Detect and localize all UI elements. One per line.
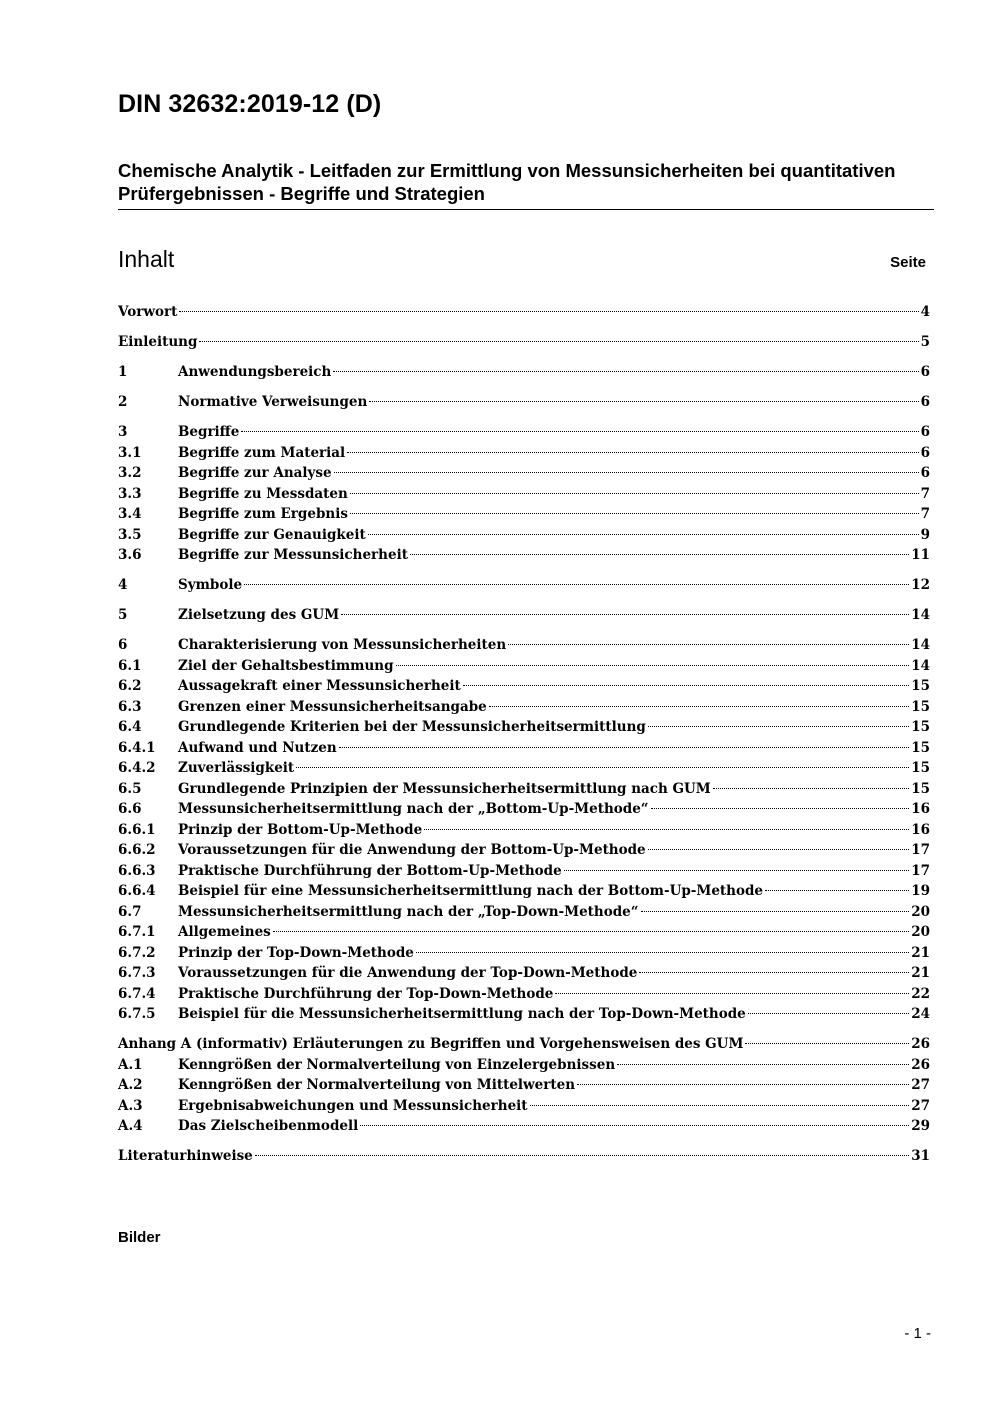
toc-dot-leader	[424, 829, 909, 830]
toc-entry[interactable]	[118, 738, 930, 759]
toc-entry[interactable]	[118, 943, 930, 964]
toc-entry-number: 6.4	[118, 719, 142, 735]
toc-entry-label: Praktische Durchführung der Top-Down-Methode	[178, 985, 554, 1002]
toc-dot-leader	[530, 1105, 910, 1106]
toc-entry[interactable]	[118, 676, 930, 697]
toc-entry-label: Voraussetzungen für die Anwendung der Top-Down-Methode	[178, 965, 638, 981]
toc-entry[interactable]	[118, 1146, 930, 1167]
toc-entry-number: 3	[118, 424, 128, 440]
document-subtitle: Chemische Analytik - Leitfaden zur Ermittlung von Messunsicherheiten bei quantitativen Prüfergebnissen - Begriffe und Strategien	[118, 159, 934, 210]
toc-entry-label: Anwendungsbereich	[178, 364, 332, 380]
toc-entry-page: 6	[920, 465, 930, 481]
toc-dot-leader	[241, 431, 918, 432]
toc-entry-page: 15	[911, 780, 930, 797]
toc-dot-leader	[748, 1013, 909, 1014]
toc-entry[interactable]	[118, 463, 930, 484]
toc-entry-page: 15	[911, 760, 930, 776]
toc-entry[interactable]	[118, 963, 930, 984]
toc-dot-leader	[651, 808, 910, 809]
toc-entry-label: Praktische Durchführung der Bottom-Up-Methode	[178, 862, 562, 879]
toc-entry[interactable]	[118, 820, 930, 841]
toc-dot-leader	[396, 665, 910, 666]
toc-dot-leader	[334, 472, 919, 473]
toc-dot-leader	[639, 972, 909, 973]
toc-entry-page: 14	[911, 607, 930, 623]
toc-entry[interactable]	[118, 1004, 930, 1025]
toc-entry-page: 22	[911, 985, 930, 1002]
toc-entry-page: 21	[911, 944, 930, 961]
toc-dot-leader	[350, 513, 919, 514]
toc-entry-number: 3.6	[118, 547, 142, 563]
toc-page-column-label: Seite	[890, 254, 926, 271]
toc-entry-page: 15	[911, 739, 930, 756]
toc-entry[interactable]	[118, 656, 930, 677]
document-title: DIN 32632:2019-12 (D)	[118, 90, 382, 118]
toc-entry[interactable]	[118, 1096, 930, 1117]
toc-entry-number: 1	[118, 364, 128, 380]
toc-dot-leader	[296, 767, 909, 768]
toc-entry-label: Begriffe zum Ergebnis	[178, 506, 348, 522]
toc-entry-page: 27	[911, 1097, 930, 1114]
toc-dot-leader	[713, 788, 909, 789]
toc-entry-number: 6	[118, 637, 128, 653]
toc-dot-leader	[255, 1155, 909, 1156]
toc-dot-leader	[577, 1084, 909, 1085]
toc-dot-leader	[333, 371, 918, 372]
toc-entry[interactable]	[118, 1055, 930, 1076]
toc-entry-label: Zuverlässigkeit	[178, 760, 295, 776]
toc-entry-page: 12	[911, 577, 930, 593]
toc-dot-leader	[347, 452, 918, 453]
toc-entry[interactable]	[118, 525, 930, 546]
toc-entry-label: Vorwort	[118, 304, 178, 320]
toc-entry-number: A.2	[118, 1077, 143, 1093]
toc-entry-number: 6.6	[118, 801, 142, 817]
toc-entry[interactable]	[118, 984, 930, 1005]
toc-entry[interactable]	[118, 443, 930, 464]
toc-entry-label: Beispiel für eine Messunsicherheitsermittlung nach der Bottom-Up-Methode	[178, 883, 764, 899]
toc-entry-page: 31	[911, 1148, 930, 1164]
toc-entry-page: 6	[920, 424, 930, 440]
toc-entry-page: 14	[911, 657, 930, 674]
toc-entry-label: Kenngrößen der Normalverteilung von Einzelergebnissen	[178, 1056, 616, 1073]
toc-entry-page: 6	[920, 444, 930, 461]
toc-entry-page: 15	[911, 698, 930, 715]
page-number: - 1 -	[904, 1325, 931, 1342]
toc-entry-label: Charakterisierung von Messunsicherheiten	[178, 637, 507, 653]
toc-dot-leader	[416, 952, 909, 953]
toc-entry-number: 3.4	[118, 506, 142, 522]
toc-entry-page: 17	[911, 842, 930, 858]
toc-entry[interactable]	[118, 635, 930, 656]
toc-entry-label: Begriffe zu Messdaten	[178, 485, 348, 502]
toc-entry-page: 14	[911, 637, 930, 653]
toc-entry-label: Begriffe zur Genauigkeit	[178, 526, 366, 543]
toc-dot-leader	[648, 849, 910, 850]
toc-entry-page: 19	[911, 883, 930, 899]
toc-dot-leader	[179, 311, 918, 312]
toc-entry-number: 3.1	[118, 444, 142, 461]
toc-entry-page: 5	[920, 334, 930, 350]
toc-entry-number: 6.7	[118, 903, 142, 920]
toc-entry-page: 15	[911, 719, 930, 735]
toc-entry-label: Aufwand und Nutzen	[178, 739, 337, 756]
toc-dot-leader	[648, 726, 909, 727]
toc-entry-number: 6.7.5	[118, 1006, 156, 1022]
toc-entry-number: 4	[118, 577, 128, 593]
toc-entry-number: 6.4.1	[118, 739, 156, 756]
toc-entry-label: Ergebnisabweichungen und Messunsicherheit	[178, 1097, 528, 1114]
toc-dot-leader	[463, 685, 909, 686]
toc-entry[interactable]	[118, 779, 930, 800]
toc-entry-number: 3.2	[118, 465, 142, 481]
toc-entry-number: 6.5	[118, 780, 142, 797]
toc-entry-number: 3.3	[118, 485, 142, 502]
toc-dot-leader	[369, 401, 918, 402]
toc-dot-leader	[273, 931, 909, 932]
toc-entry-page: 20	[911, 903, 930, 920]
toc-entry[interactable]	[118, 697, 930, 718]
toc-entry-number: 6.2	[118, 678, 142, 694]
toc-dot-leader	[641, 911, 910, 912]
toc-entry-label: Ziel der Gehaltsbestimmung	[178, 657, 394, 674]
toc-dot-leader	[341, 614, 909, 615]
toc-dot-leader	[339, 747, 910, 748]
toc-entry-label: Begriffe zur Messunsicherheit	[178, 547, 408, 563]
toc-entry-label: Kenngrößen der Normalverteilung von Mittelwerten	[178, 1077, 576, 1093]
toc-dot-leader	[360, 1125, 909, 1126]
toc-entry[interactable]	[118, 799, 930, 820]
toc-entry-page: 15	[911, 678, 930, 694]
toc-dot-leader	[555, 993, 909, 994]
toc-entry-label: Zielsetzung des GUM	[178, 607, 340, 623]
toc-entry-page: 7	[920, 506, 930, 522]
toc-entry-page: 20	[911, 924, 930, 940]
toc-entry-label: Messunsicherheitsermittlung nach der „Top-Down-Methode“	[178, 903, 639, 920]
toc-entry-label: Aussagekraft einer Messunsicherheit	[178, 678, 461, 694]
toc-entry-page: 11	[911, 547, 930, 563]
toc-entry-label: Grenzen einer Messunsicherheitsangabe	[178, 698, 487, 715]
toc-entry[interactable]	[118, 861, 930, 882]
toc-entry[interactable]	[118, 575, 930, 596]
figures-heading: Bilder	[118, 1229, 161, 1246]
toc-entry-label: Begriffe zum Material	[178, 444, 346, 461]
toc-header	[118, 246, 926, 273]
toc-entry-number: 6.4.2	[118, 760, 156, 776]
toc-entry-page: 6	[920, 364, 930, 380]
toc-dot-leader	[199, 341, 918, 342]
toc-dot-leader	[350, 493, 919, 494]
toc-entry-label: Prinzip der Top-Down-Methode	[178, 944, 414, 961]
toc-entry-label: Grundlegende Prinzipien der Messunsicherheitsermittlung nach GUM	[178, 780, 711, 797]
toc-entry[interactable]	[118, 545, 930, 566]
toc-heading: Inhalt	[118, 246, 175, 272]
toc-entry-page: 16	[911, 821, 930, 838]
toc-entry[interactable]	[118, 881, 930, 902]
toc-entry-label: Das Zielscheibenmodell	[178, 1118, 359, 1134]
toc-entry-number: 6.6.3	[118, 862, 156, 879]
toc-dot-leader	[765, 890, 909, 891]
toc-entry[interactable]	[118, 484, 930, 505]
toc-dot-leader	[564, 870, 910, 871]
toc-entry-number: 6.6.4	[118, 883, 156, 899]
toc-dot-leader	[508, 644, 909, 645]
toc-entry-label: Normative Verweisungen	[178, 394, 368, 410]
toc-entry-page: 6	[920, 394, 930, 410]
toc-entry-page: 29	[911, 1118, 930, 1134]
toc-entry-page: 4	[920, 304, 930, 320]
toc-entry[interactable]	[118, 504, 930, 525]
toc-entry-number: 5	[118, 607, 128, 623]
toc-entry-label: Symbole	[178, 577, 243, 593]
toc-entry[interactable]	[118, 902, 930, 923]
toc-entry-label: Grundlegende Kriterien bei der Messunsicherheitsermittlung	[178, 719, 646, 735]
toc-entry-number: 6.7.3	[118, 965, 156, 981]
toc-entry-number: 6.7.2	[118, 944, 156, 961]
toc-entry-label: Beispiel für die Messunsicherheitsermittlung nach der Top-Down-Methode	[178, 1006, 746, 1022]
toc-entry[interactable]	[118, 332, 930, 353]
toc-dot-leader	[368, 534, 919, 535]
toc-dot-leader	[244, 584, 909, 585]
toc-entry-label: Begriffe	[178, 424, 240, 440]
toc-entry[interactable]	[118, 302, 930, 323]
toc-entry-page: 16	[911, 801, 930, 817]
toc-entry-page: 26	[911, 1036, 930, 1052]
toc-entry-number: A.3	[118, 1097, 143, 1114]
toc-entry[interactable]	[118, 758, 930, 779]
toc-entry[interactable]	[118, 922, 930, 943]
toc-dot-leader	[489, 706, 909, 707]
toc-entry-page: 24	[911, 1006, 930, 1022]
toc-dot-leader	[410, 554, 909, 555]
toc-dot-leader	[745, 1043, 909, 1044]
toc-entry-page: 9	[920, 526, 930, 543]
toc-entry[interactable]	[118, 605, 930, 626]
toc-entry[interactable]	[118, 362, 930, 383]
toc-entry-number: 6.3	[118, 698, 142, 715]
toc-entry-label: Literaturhinweise	[118, 1148, 253, 1164]
toc-entry-number: 6.7.1	[118, 924, 156, 940]
toc-entry-page: 21	[911, 965, 930, 981]
toc-entry-number: 2	[118, 394, 128, 410]
toc-entry[interactable]	[118, 1075, 930, 1096]
toc-entry-label: Einleitung	[118, 334, 198, 350]
toc-entry[interactable]	[118, 392, 930, 413]
toc-entry-label: Messunsicherheitsermittlung nach der „Bottom-Up-Methode“	[178, 801, 649, 817]
toc-entry-label: Prinzip der Bottom-Up-Methode	[178, 821, 423, 838]
toc-entry[interactable]	[118, 1116, 930, 1137]
toc-entry-number: 6.6.2	[118, 842, 156, 858]
toc-entry-number: 6.1	[118, 657, 142, 674]
toc-entry-label: Anhang A (informativ) Erläuterungen zu Begriffen und Vorgehensweisen des GUM	[118, 1036, 744, 1052]
toc-entry-page: 26	[911, 1056, 930, 1073]
toc-entry-number: A.4	[118, 1118, 143, 1134]
toc-dot-leader	[617, 1064, 909, 1065]
toc-entry-page: 7	[920, 485, 930, 502]
toc-entry-number: 3.5	[118, 526, 142, 543]
toc-entry-page: 17	[911, 862, 930, 879]
toc-entry[interactable]	[118, 717, 930, 738]
toc-entry-number: 6.7.4	[118, 985, 156, 1002]
toc-entry-page: 27	[911, 1077, 930, 1093]
toc-entry[interactable]	[118, 422, 930, 443]
toc-entry-number: 6.6.1	[118, 821, 156, 838]
toc-entry[interactable]	[118, 840, 930, 861]
toc-entry-label: Begriffe zur Analyse	[178, 465, 332, 481]
toc-entry[interactable]	[118, 1034, 930, 1055]
toc-entry-label: Voraussetzungen für die Anwendung der Bottom-Up-Methode	[178, 842, 646, 858]
toc-entry-label: Allgemeines	[178, 924, 271, 940]
table-of-contents	[118, 302, 930, 1167]
toc-entry-number: A.1	[118, 1056, 143, 1073]
